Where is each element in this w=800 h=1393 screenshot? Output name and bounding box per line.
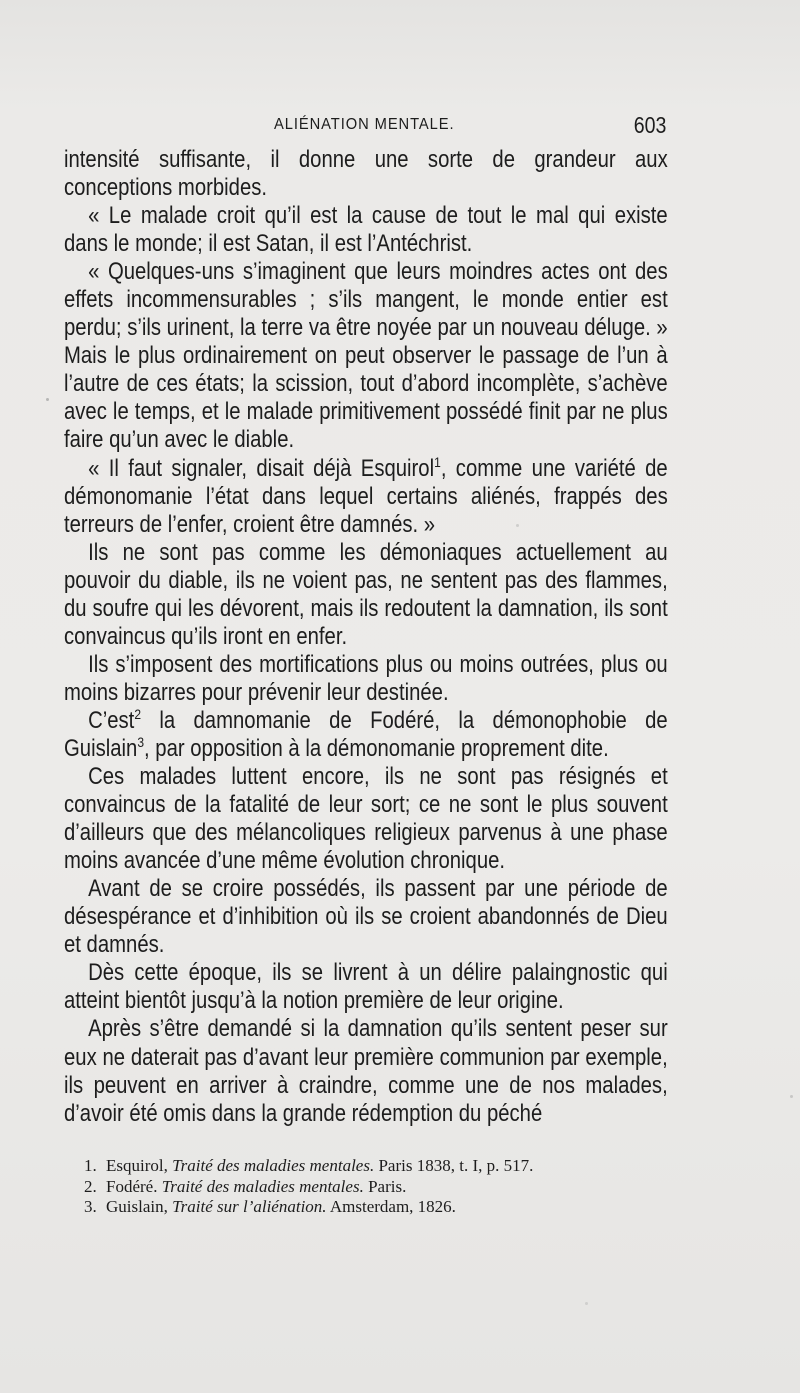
- running-title: ALIÉNATION MENTALE.: [274, 116, 455, 133]
- footnote-title: Traité des maladies mentales.: [161, 1176, 364, 1196]
- footnote-number: 1.: [84, 1156, 97, 1175]
- paragraph: Avant de se croire possédés, ils passent par une période de désespérance et d’inhibition où ils se croient abandonnés de Dieu et damnés.: [64, 876, 668, 959]
- footnote-author: Esquirol,: [106, 1156, 173, 1175]
- page-header: [64, 112, 666, 142]
- paragraph: Ces malades luttent encore, ils ne sont pas résignés et convaincus de la fatalité de leur sort; ce ne sont le plus souvent d’ailleurs que des mélancoliques religieux parvenus à une phase moins avancée d’une même évolution chronique.: [64, 764, 668, 875]
- footnote-author: Fodéré.: [106, 1176, 162, 1196]
- paragraph: intensité suffisante, il donne une sorte de grandeur aux conceptions morbides.: [64, 147, 668, 202]
- paragraph-text: la damnomanie de Fodéré, la démonophobie de Guislain: [64, 707, 668, 762]
- paragraph-text: « Il faut signaler, disait déjà Esquirol: [88, 455, 435, 482]
- footnote-ref: 1: [434, 453, 441, 470]
- paragraph: [64, 455, 668, 539]
- paragraph-text: , par opposition à la démonomanie proprement dite.: [144, 735, 609, 762]
- paragraph-text: , comme une variété de démonomanie l’état dans lequel certains aliénés, frappés des terreurs de l’enfer, croient être damnés. »: [64, 455, 668, 538]
- footnote-title: Traité des maladies mentales.: [172, 1156, 375, 1175]
- footnote-rest: Amsterdam, 1826.: [326, 1197, 456, 1216]
- paragraph: [64, 707, 668, 763]
- paragraph: Dès cette époque, ils se livrent à un délire palaingnostic qui atteint bientôt jusqu’à la notion première de leur origine.: [64, 960, 668, 1015]
- footnote-title: Traité sur l’aliénation.: [172, 1197, 327, 1216]
- footnote-number: 3.: [84, 1197, 97, 1216]
- paragraph: Ils ne sont pas comme les démoniaques actuellement au pouvoir du diable, ils ne voient pas, ne sentent pas des flammes, du soufre qui les dévorent, mais ils redoutent la damnation, ils sont convaincus qu’ils iront en enfer.: [64, 539, 668, 650]
- paragraph: Ils s’imposent des mortifications plus ou moins outrées, plus ou moins bizarres pour prévenir leur destinée.: [64, 651, 668, 706]
- paper-speck: [585, 1302, 588, 1305]
- paper-speck: [790, 1095, 793, 1098]
- footnote-number: 2.: [84, 1176, 97, 1196]
- footnotes: [84, 1156, 674, 1218]
- paragraph: « Quelques-uns s’imaginent que leurs moindres actes ont des effets incommensurables ; s’ils mangent, le monde entier est perdu; s’ils urinent, la terre va être noyée par un nouveau déluge. » Mais le plus ordinairement on peut observer le passage de l’un à l’autre de ces états; la scission, tout d’abord incomplète, s’achève avec le temps, et le malade primitivement possédé finit par ne plus faire qu’un avec le diable.: [64, 259, 668, 454]
- footnote-ref: 2: [134, 705, 142, 722]
- paragraph: Après s’être demandé si la damnation qu’ils sentent peser sur eux ne daterait pas d’avant leur première communion par exemple, ils peuvent en arriver à craindre, comme une de nos malades, d’avoir été omis dans la grande rédemption du péché: [64, 1016, 668, 1127]
- footnote: [84, 1177, 674, 1198]
- footnote-rest: Paris 1838, t. I, p. 517.: [374, 1156, 534, 1175]
- footnote: [84, 1156, 674, 1177]
- footnote-author: Guislain,: [106, 1197, 173, 1216]
- footnote-ref: 3: [137, 733, 145, 750]
- body-text: [64, 146, 668, 1128]
- footnote: [84, 1197, 674, 1218]
- page-number: 603: [633, 112, 666, 138]
- paragraph: « Le malade croit qu’il est la cause de tout le mal qui existe dans le monde; il est Satan, il est l’Antéchrist.: [64, 203, 668, 258]
- paper-speck: [46, 398, 49, 401]
- footnote-rest: Paris.: [363, 1176, 407, 1196]
- paper-speck: [516, 524, 519, 527]
- paragraph-text: C’est: [88, 707, 135, 734]
